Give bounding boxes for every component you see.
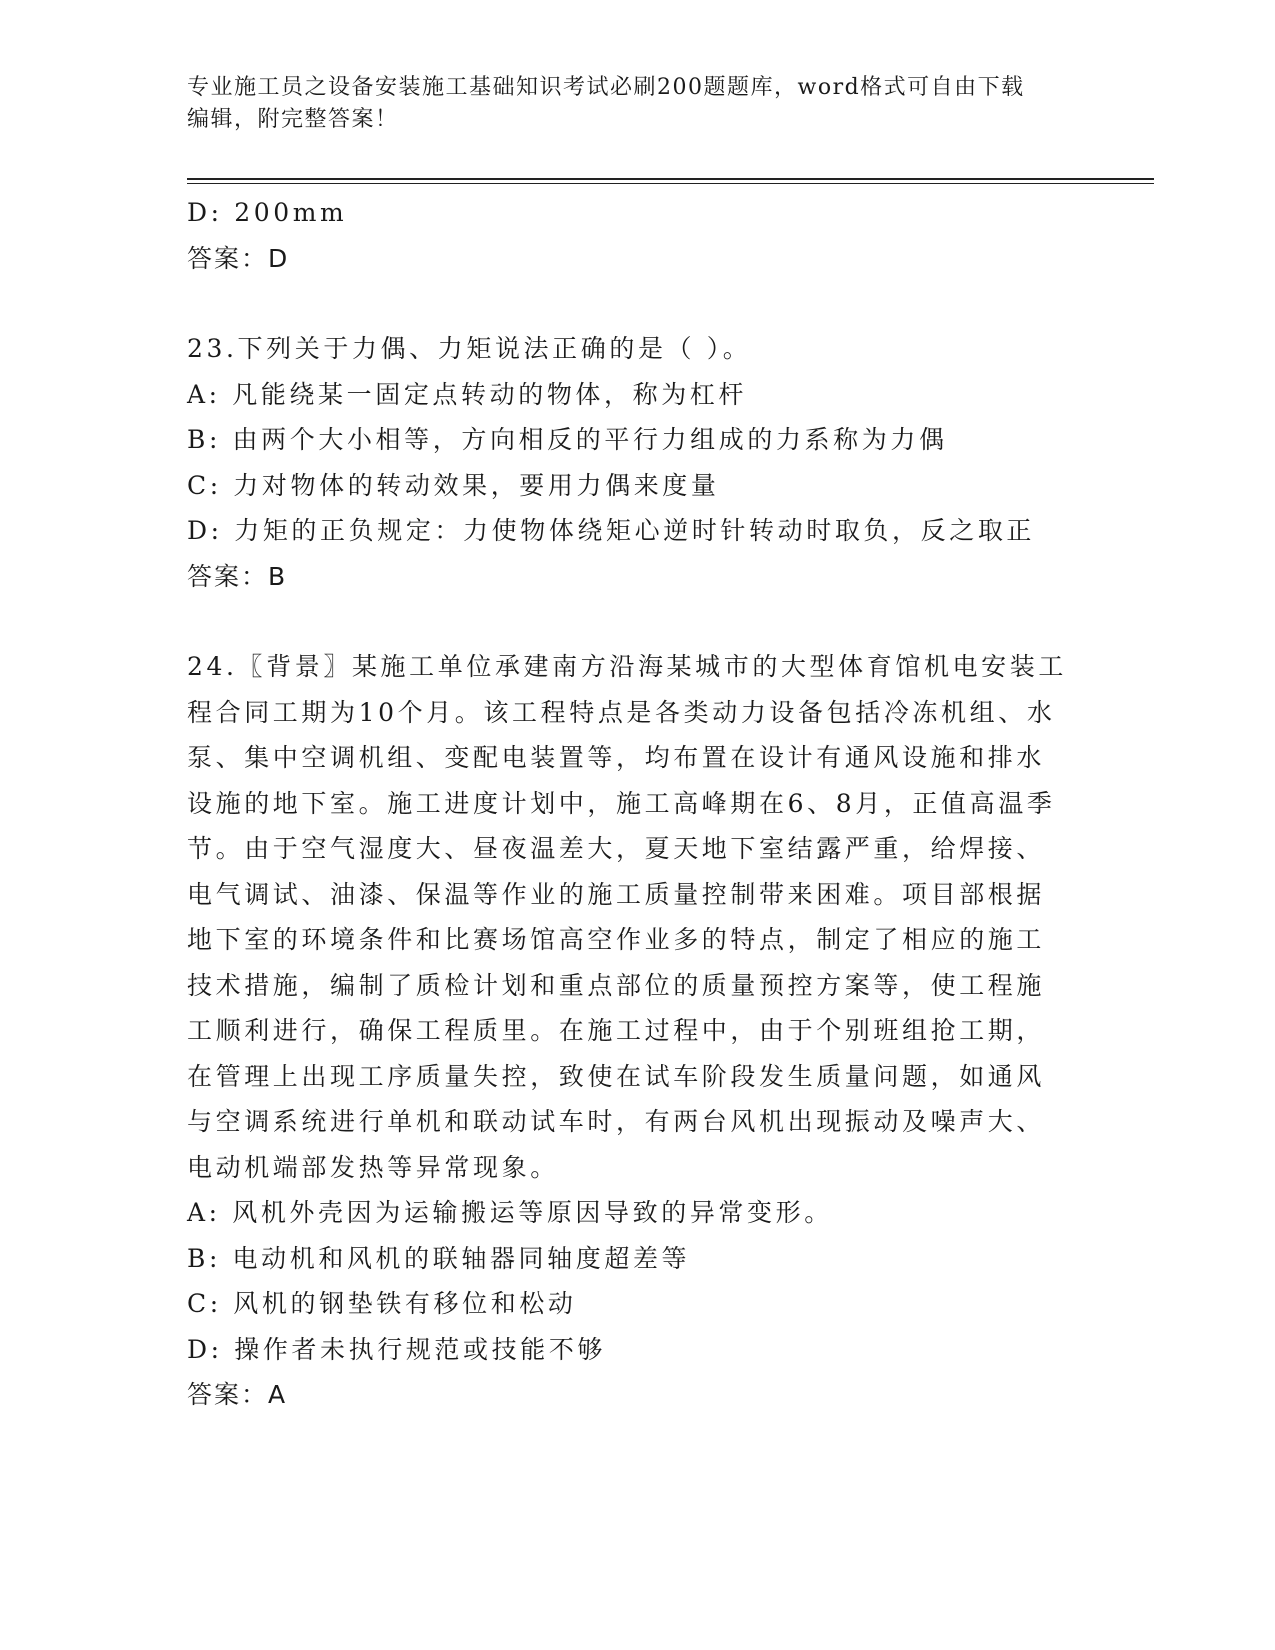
q24-stem-line: 工顺利进行，确保工程质里。在施工过程中，由于个别班组抢工期， [187, 1016, 1046, 1045]
q24-stem-line: 电动机端部发热等异常现象。 [187, 1152, 559, 1182]
q24-stem-line: 与空调系统进行单机和联动试车时，有两台风机出现振动及噪声大、 [187, 1107, 1046, 1136]
header-divider-thin [187, 183, 1154, 184]
q24-stem-line: 设施的地下室。施工进度计划中，施工高峰期在6、8月，正值高温季 [187, 788, 1056, 818]
spacer [187, 599, 1087, 644]
q23-option-c: C: 力对物体的转动效果，要用力偶来度量 [187, 470, 720, 500]
q23-option-a: A: 凡能绕某一固定点转动的物体，称为杠杆 [187, 379, 748, 409]
header-title-line-1: 专业施工员之设备安装施工基础知识考试必刷200题题库，word格式可自由下载 [187, 75, 1025, 100]
q24-option-a: A: 风机外壳因为运输搬运等原因导致的异常变形。 [187, 1198, 833, 1227]
q24-stem-line: 泵、集中空调机组、变配电装置等，均布置在设计有通风设施和排水 [187, 743, 1046, 772]
document-header [187, 72, 1067, 136]
q23-option-b: B: 由两个大小相等，方向相反的平行力组成的力系称为力偶 [187, 425, 948, 454]
q24-answer: 答案：A [187, 1380, 288, 1409]
document-body [187, 190, 1087, 1418]
q24-stem-line: 技术措施，编制了质检计划和重点部位的质量预控方案等，使工程施 [187, 970, 1046, 1000]
q22-answer: 答案：D [187, 243, 290, 273]
q24-stem-line: 地下室的环境条件和比赛场馆高空作业多的特点，制定了相应的施工 [187, 925, 1046, 954]
q23-stem: 23.下列关于力偶、力矩说法正确的是（ ）。 [187, 334, 752, 363]
q24-stem-line: 电气调试、油漆、保温等作业的施工质量控制带来困难。项目部根据 [187, 879, 1046, 909]
q24-option-c: C: 风机的钢垫铁有移位和松动 [187, 1289, 577, 1318]
spacer [187, 281, 1087, 326]
q24-stem-line: 节。由于空气湿度大、昼夜温差大，夏天地下室结露严重，给焊接、 [187, 834, 1046, 863]
header-title-line-2: 编辑，附完整答案！ [187, 107, 399, 132]
q24-stem-line: 24.〖背景〗某施工单位承建南方沿海某城市的大型体育馆机电安装工 [187, 652, 1067, 681]
q24-stem-line: 程合同工期为10个月。该工程特点是各类动力设备包括冷冻机组、水 [187, 697, 1056, 727]
q23-answer: 答案：B [187, 561, 288, 591]
q24-option-b: B: 电动机和风机的联轴器同轴度超差等 [187, 1243, 691, 1273]
q23-option-d: D: 力矩的正负规定：力使物体绕矩心逆时针转动时取负，反之取正 [187, 516, 1036, 545]
q24-stem [187, 644, 1087, 1190]
header-divider-thick [187, 178, 1154, 180]
q24-option-d: D: 操作者未执行规范或技能不够 [187, 1334, 607, 1364]
q24-stem-line: 在管理上出现工序质量失控，致使在试车阶段发生质量问题，如通风 [187, 1061, 1046, 1091]
q22-option-d: D: 200mm [187, 198, 348, 227]
